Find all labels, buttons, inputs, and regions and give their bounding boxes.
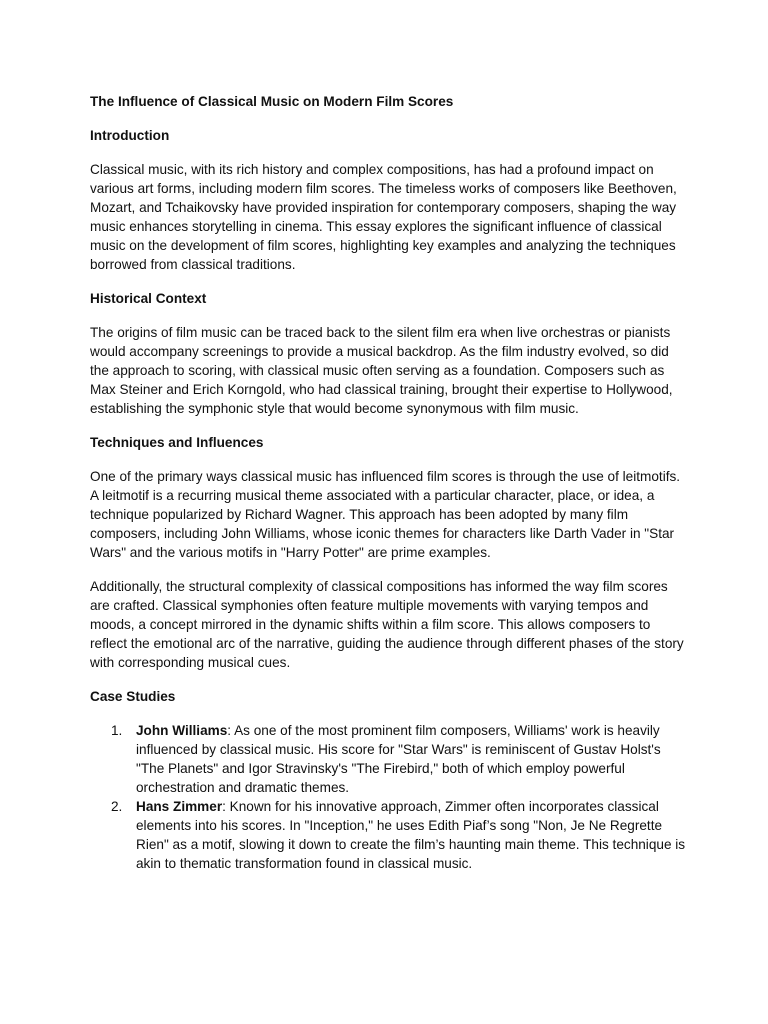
- list-item-number: 2.: [111, 799, 123, 814]
- heading-techniques: Techniques and Influences: [90, 435, 264, 450]
- case-studies-list: [90, 721, 690, 873]
- paragraph-introduction: Classical music, with its rich history and complex compositions, has had a profound impact on various art forms, including modern film scores. The timeless works of composers like Beethoven, Mozart, and Tchaikovsky have provided inspiration for contemporary composers, shaping the way music enhances storytelling in cinema. This essay explores the significant influence of classical music on the development of film scores, highlighting key examples and analyzing the techniques borrowed from classical traditions.: [90, 162, 677, 272]
- list-item-number: 1.: [111, 723, 123, 738]
- heading-case-studies: Case Studies: [90, 689, 176, 704]
- heading-introduction: Introduction: [90, 128, 170, 143]
- paragraph-techniques-1: One of the primary ways classical music has influenced film scores is through the use of leitmotifs. A leitmotif is a recurring musical theme associated with a particular character, place, or idea, a technique popularized by Richard Wagner. This approach has been adopted by many film composers, including John Williams, whose iconic themes for characters like Darth Vader in "Star Wars" and the various motifs in "Harry Potter" are prime examples.: [90, 469, 681, 560]
- composer-name: John Williams: [136, 723, 228, 738]
- composer-name: Hans Zimmer: [136, 799, 223, 814]
- document-page: [90, 92, 690, 873]
- list-item-hans-zimmer: [90, 797, 690, 873]
- list-item-text: : Known for his innovative approach, Zimmer often incorporates classical elements into his scores. In "Inception," he uses Edith Piaf’s song "Non, Je Ne Regrette Rien" as a motif, slowing it down to create the film’s haunting main theme. This technique is akin to thematic transformation found in classical music.: [136, 799, 686, 871]
- list-item-john-williams: [90, 721, 690, 797]
- paragraph-techniques-2: Additionally, the structural complexity of classical compositions has informed the way film scores are crafted. Classical symphonies often feature multiple movements with varying tempos and moods, a concept mirrored in the dynamic shifts within a film score. This allows composers to reflect the emotional arc of the narrative, guiding the audience through different phases of the story with corresponding musical cues.: [90, 579, 684, 670]
- document-title: The Influence of Classical Music on Modern Film Scores: [90, 94, 454, 109]
- heading-historical-context: Historical Context: [90, 291, 207, 306]
- list-item-text: : As one of the most prominent film composers, Williams' work is heavily influenced by classical music. His score for "Star Wars" is reminiscent of Gustav Holst's "The Planets" and Igor Stravinsky's "The Firebird," both of which employ powerful orchestration and dramatic themes.: [136, 723, 661, 795]
- paragraph-historical-context: The origins of film music can be traced back to the silent film era when live orchestras or pianists would accompany screenings to provide a musical backdrop. As the film industry evolved, so did the approach to scoring, with classical music often serving as a foundation. Composers such as Max Steiner and Erich Korngold, who had classical training, brought their expertise to Hollywood, establishing the symphonic style that would become synonymous with film music.: [90, 325, 673, 416]
